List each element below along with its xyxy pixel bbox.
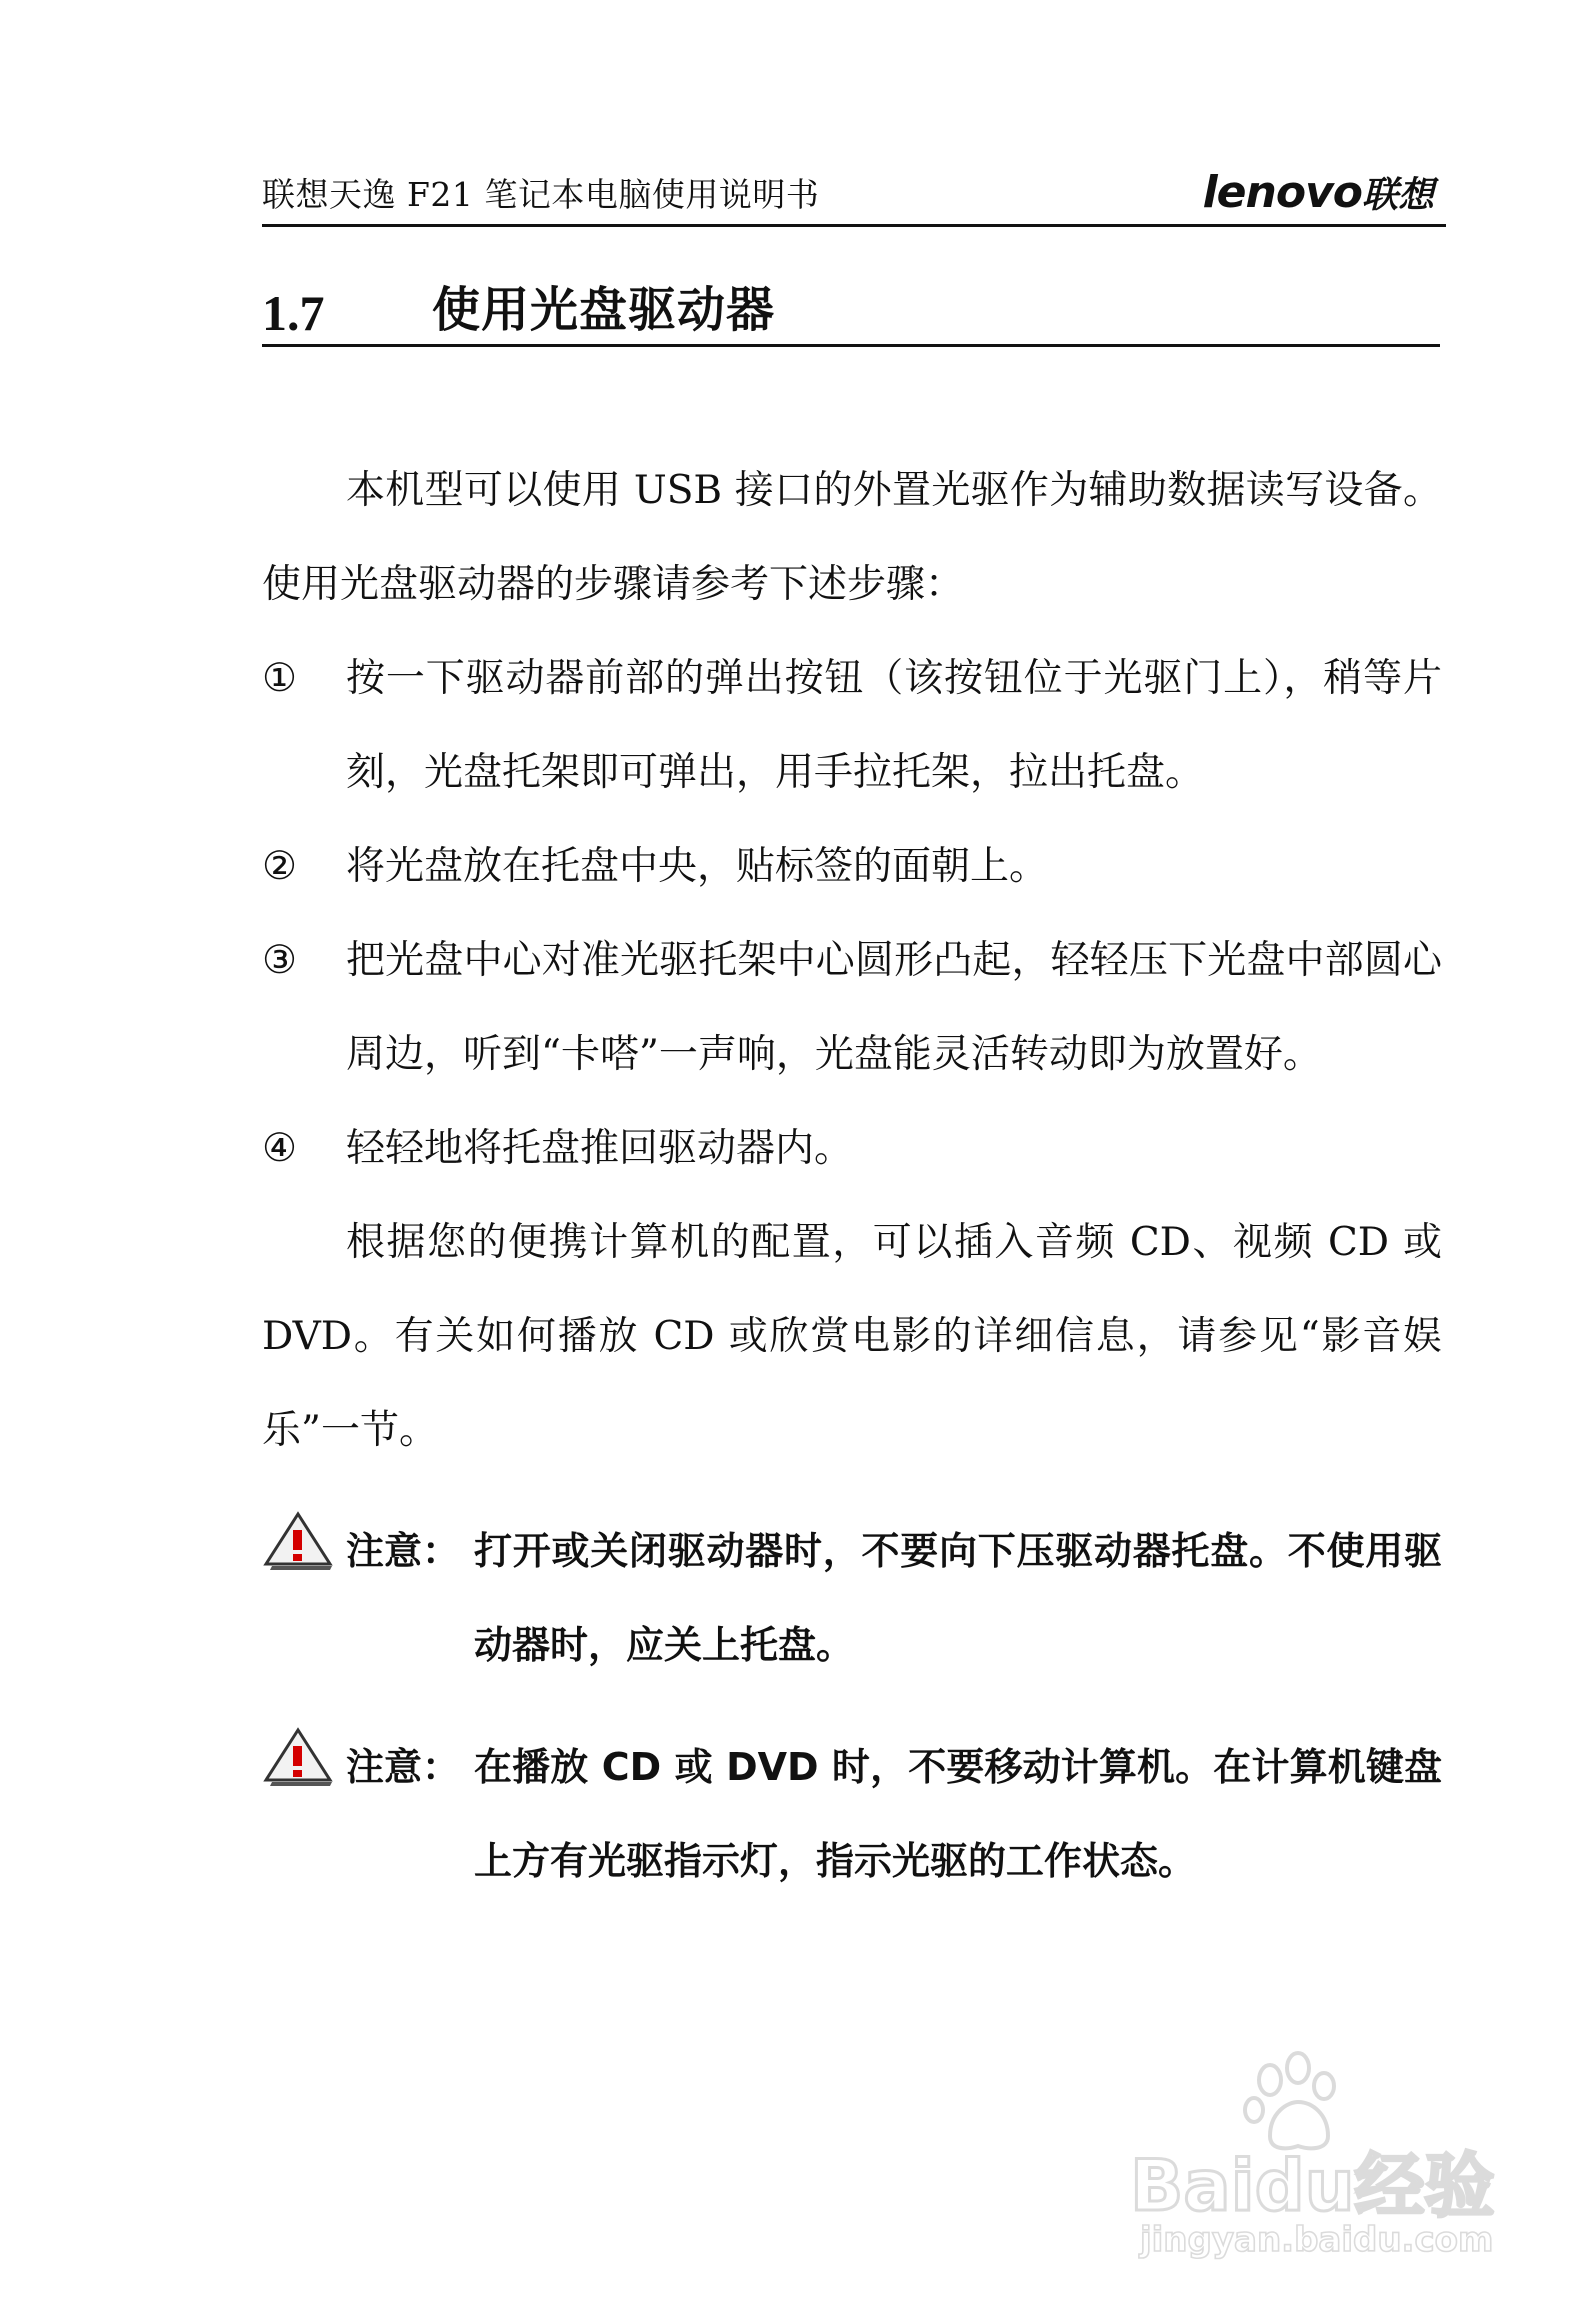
warning-triangle-icon <box>258 1726 336 1786</box>
step-item <box>262 1102 1442 1196</box>
note-label: 注意： <box>346 1745 461 1789</box>
step-text: 把光盘中心对准光驱托架中心圆形凸起，轻轻压下光盘中部圆心周边，听到“卡嗒”一声响，光盘能灵活转动即为放置好。 <box>346 938 1442 1077</box>
step-marker: ② <box>262 844 297 889</box>
caution-note <box>262 1720 1442 1908</box>
step-marker: ④ <box>262 1126 297 1171</box>
closing-paragraph: 根据您的便携计算机的配置，可以插入音频 CD、视频 CD 或 DVD。有关如何播放 CD 或欣赏电影的详细信息，请参见“影音娱乐”一节。 <box>262 1220 1442 1453</box>
watermark-text: Baidu经验 <box>1130 2145 1495 2227</box>
step-text: 按一下驱动器前部的弹出按钮（该按钮位于光驱门上），稍等片刻，光盘托架即可弹出，用手拉托架，拉出托盘。 <box>346 656 1442 795</box>
step-text: 将光盘放在托盘中央，贴标签的面朝上。 <box>346 844 1049 889</box>
step-marker: ③ <box>262 938 297 983</box>
lenovo-logo <box>1203 167 1434 218</box>
caution-note <box>262 1504 1442 1692</box>
step-item <box>262 632 1442 820</box>
main-content <box>262 444 1442 1908</box>
warning-triangle-icon <box>258 1510 336 1570</box>
page-header <box>262 160 1446 227</box>
section-number: 1.7 <box>262 285 325 341</box>
brand-latin: lenovo <box>1202 167 1362 218</box>
brand-cn: 联想 <box>1361 175 1434 216</box>
watermark-url: jingyan.baidu.com <box>1140 2220 1494 2260</box>
step-item <box>262 914 1442 1102</box>
step-text: 轻轻地将托盘推回驱动器内。 <box>346 1126 854 1171</box>
section-heading <box>262 278 1440 347</box>
step-marker: ① <box>262 656 297 701</box>
note-label: 注意： <box>346 1529 461 1573</box>
section-title: 使用光盘驱动器 <box>432 282 776 338</box>
note-text: 在播放 CD 或 DVD 时，不要移动计算机。在计算机键盘上方有光驱指示灯，指示光驱的工作状态。 <box>474 1745 1442 1883</box>
note-text: 打开或关闭驱动器时，不要向下压驱动器托盘。不使用驱动器时，应关上托盘。 <box>474 1529 1442 1667</box>
intro-paragraph: 本机型可以使用 USB 接口的外置光驱作为辅助数据读写设备。使用光盘驱动器的步骤请参考下述步骤： <box>262 468 1442 607</box>
baidu-watermark <box>1110 2050 1510 2260</box>
document-title: 联想天逸 F21 笔记本电脑使用说明书 <box>262 175 820 214</box>
step-item <box>262 820 1442 914</box>
